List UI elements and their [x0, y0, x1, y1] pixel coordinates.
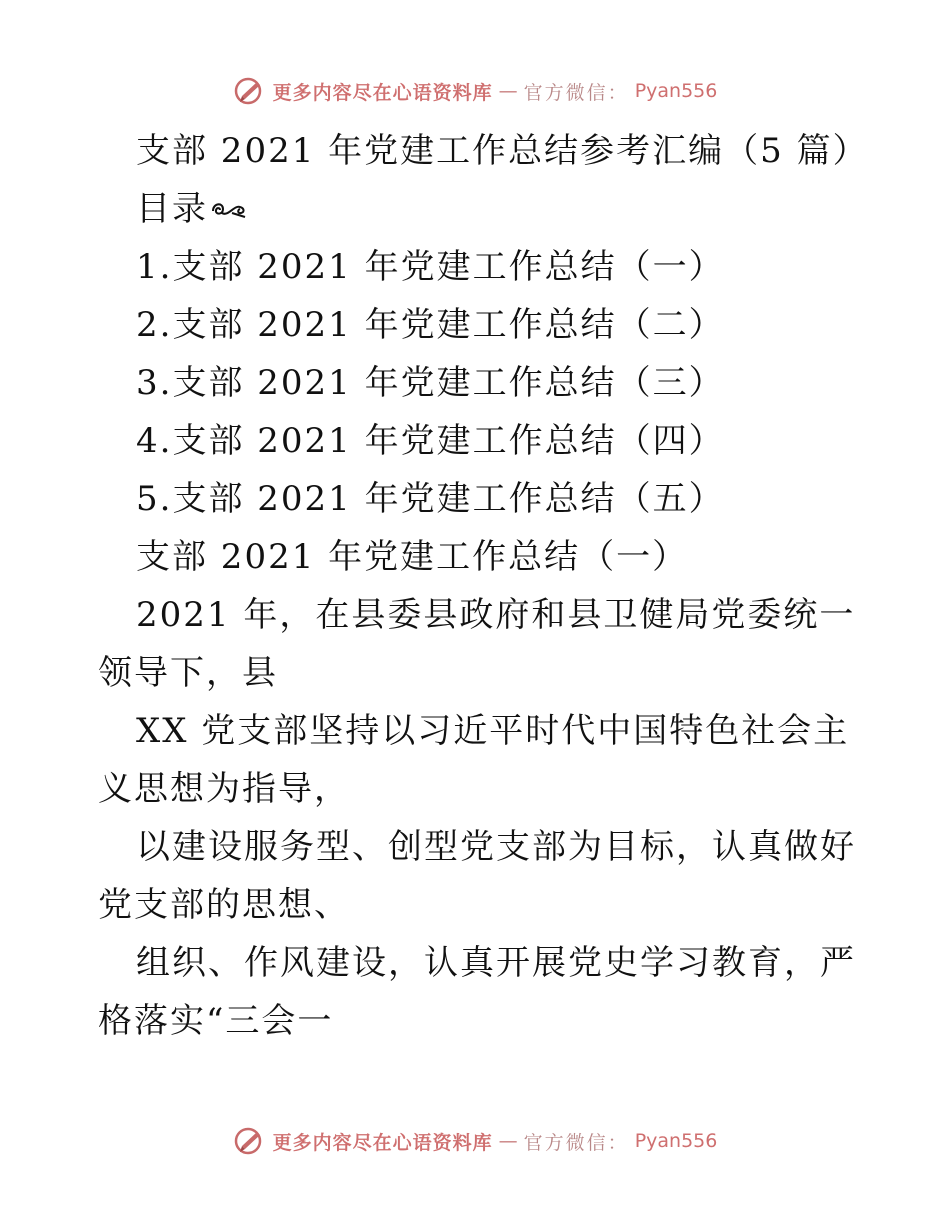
pen-logo-icon [233, 76, 267, 106]
section-heading: 支部 2021 年党建工作总结（一） [136, 537, 689, 577]
watermark-wechat-id: Pyan556 [634, 1130, 718, 1152]
watermark-separator: — [498, 1130, 518, 1152]
watermark-separator: — [498, 80, 518, 102]
flourish-icon [210, 197, 248, 221]
pen-logo-icon [233, 1126, 267, 1156]
document-title: 支部 2021 年党建工作总结参考汇编（5 篇） [136, 131, 869, 171]
paragraph: XX 党支部坚持以习近平时代中国特色社会主义思想为指导， [98, 711, 850, 809]
paragraph: 2021 年，在县委县政府和县卫健局党委统一领导下，县 [98, 595, 856, 693]
watermark-wechat-label: 官方微信： [523, 1131, 629, 1154]
toc-item-2[interactable]: 2.支部 2021 年党建工作总结（二） [136, 305, 725, 345]
toc-heading-row [98, 180, 858, 238]
watermark-site-name: 更多内容尽在心语资料库 [272, 1131, 493, 1154]
toc-heading: 目录 [136, 189, 208, 229]
watermark-site-name: 更多内容尽在心语资料库 [272, 81, 493, 104]
watermark-wechat-label: 官方微信： [523, 81, 629, 104]
paragraph: 组织、作风建设，认真开展党史学习教育，严格落实“三会一 [98, 943, 856, 1041]
toc-item-4[interactable]: 4.支部 2021 年党建工作总结（四） [136, 421, 725, 461]
footer-watermark [0, 1126, 950, 1156]
header-watermark [0, 76, 950, 106]
toc-item-3[interactable]: 3.支部 2021 年党建工作总结（三） [136, 363, 725, 403]
document-body [98, 122, 869, 1050]
toc-item-5[interactable]: 5.支部 2021 年党建工作总结（五） [136, 479, 725, 519]
paragraph: 以建设服务型、创型党支部为目标，认真做好党支部的思想、 [98, 827, 856, 925]
watermark-wechat-id: Pyan556 [634, 80, 718, 102]
toc-item-1[interactable]: 1.支部 2021 年党建工作总结（一） [136, 247, 725, 287]
